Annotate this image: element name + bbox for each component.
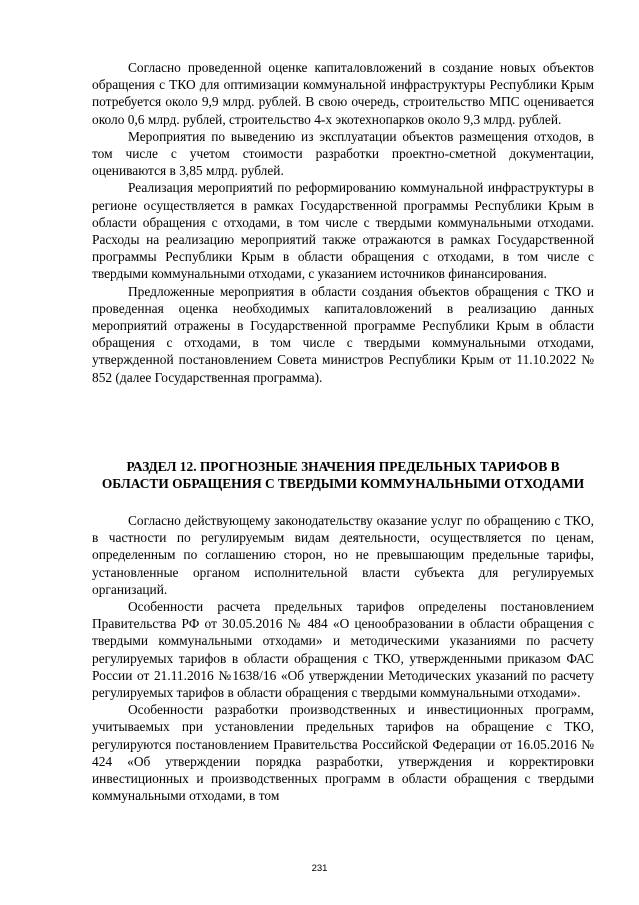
intro-text-block [92, 59, 594, 386]
section-12-text-block [92, 512, 594, 804]
paragraph-state-program: Предложенные мероприятия в области создания объектов обращения с ТКО и проведенная оценка необходимых капиталовложений в реализацию данных мероприятий отражены в Государственной программе Республики Крым в области обращения с отходами, в том числе с твердыми коммунальными отходами, утвержденной постановлением Совета министров Республики Крым от 11.10.2022 № 852 (далее Государственная программа). [92, 283, 594, 385]
paragraph-legislation: Согласно действующему законодательству оказание услуг по обращению с ТКО, в частности по регулируемым видам деятельности, осуществляется по ценам, определенным по соглашению сторон, но не превышающим предельные тарифы, установленные органом исполнительной власти субъекта для регулируемых организаций. [92, 513, 594, 597]
paragraph-infrastructure-reform: Реализация мероприятий по реформированию коммунальной инфраструктуры в регионе осуществляется в рамках Государственной программы Республики Крым в области обращения с отходами, в том числе с твердыми коммунальными отходами. Расходы на реализацию мероприятий также отражаются в рамках Государственной программы Республики Крым в области обращения с отходами, в том числе с твердыми коммунальными отходами, с указанием источников финансирования. [92, 180, 594, 282]
paragraph-capital-investment: Согласно проведенной оценке капиталовложений в создание новых объектов обращения с ТКО для оптимизации коммунальной инфраструктуры Республики Крым потребуется около 9,9 млрд. рублей. В свою очередь, строительство МПС оценивается около 0,6 млрд. рублей, строительство 4-х экотехнопарков около 9,3 млрд. рублей. [92, 60, 594, 127]
paragraph-tariff-calculation: Особенности расчета предельных тарифов определены постановлением Правительства РФ от 30.05.2016 № 484 «О ценообразовании в области обращения с твердыми коммунальными отходами» и методическими указаниями по расчету регулируемых тарифов в области обращения с ТКО, утвержденными приказом ФАС России от 21.11.2016 №1638/16 «Об утверждении Методических указаний по расчету регулируемых тарифов в области обращения с твердыми коммунальными отходами». [92, 599, 594, 701]
page-number: 231 [311, 863, 328, 874]
paragraph-decommissioning: Мероприятия по выведению из эксплуатации объектов размещения отходов, в том числе с учетом стоимости разработки проектно-сметной документации, оцениваются в 3,85 млрд. рублей. [92, 128, 594, 179]
paragraph-program-development: Особенности разработки производственных и инвестиционных программ, учитываемых при установлении предельных тарифов на обращение с ТКО, регулируются постановлением Правительства Российской Федерации от 16.05.2016 № 424 «Об утверждении порядка разработки, утверждения и корректировки инвестиционных и производственных программ в области обращения с твердыми коммунальными отходами, в том [92, 702, 594, 804]
section-12-heading: РАЗДЕЛ 12. ПРОГНОЗНЫЕ ЗНАЧЕНИЯ ПРЕДЕЛЬНЫХ ТАРИФОВ В ОБЛАСТИ ОБРАЩЕНИЯ С ТВЕРДЫМИ КОММУНАЛЬНЫМИ ОТХОДАМИ [101, 459, 585, 492]
